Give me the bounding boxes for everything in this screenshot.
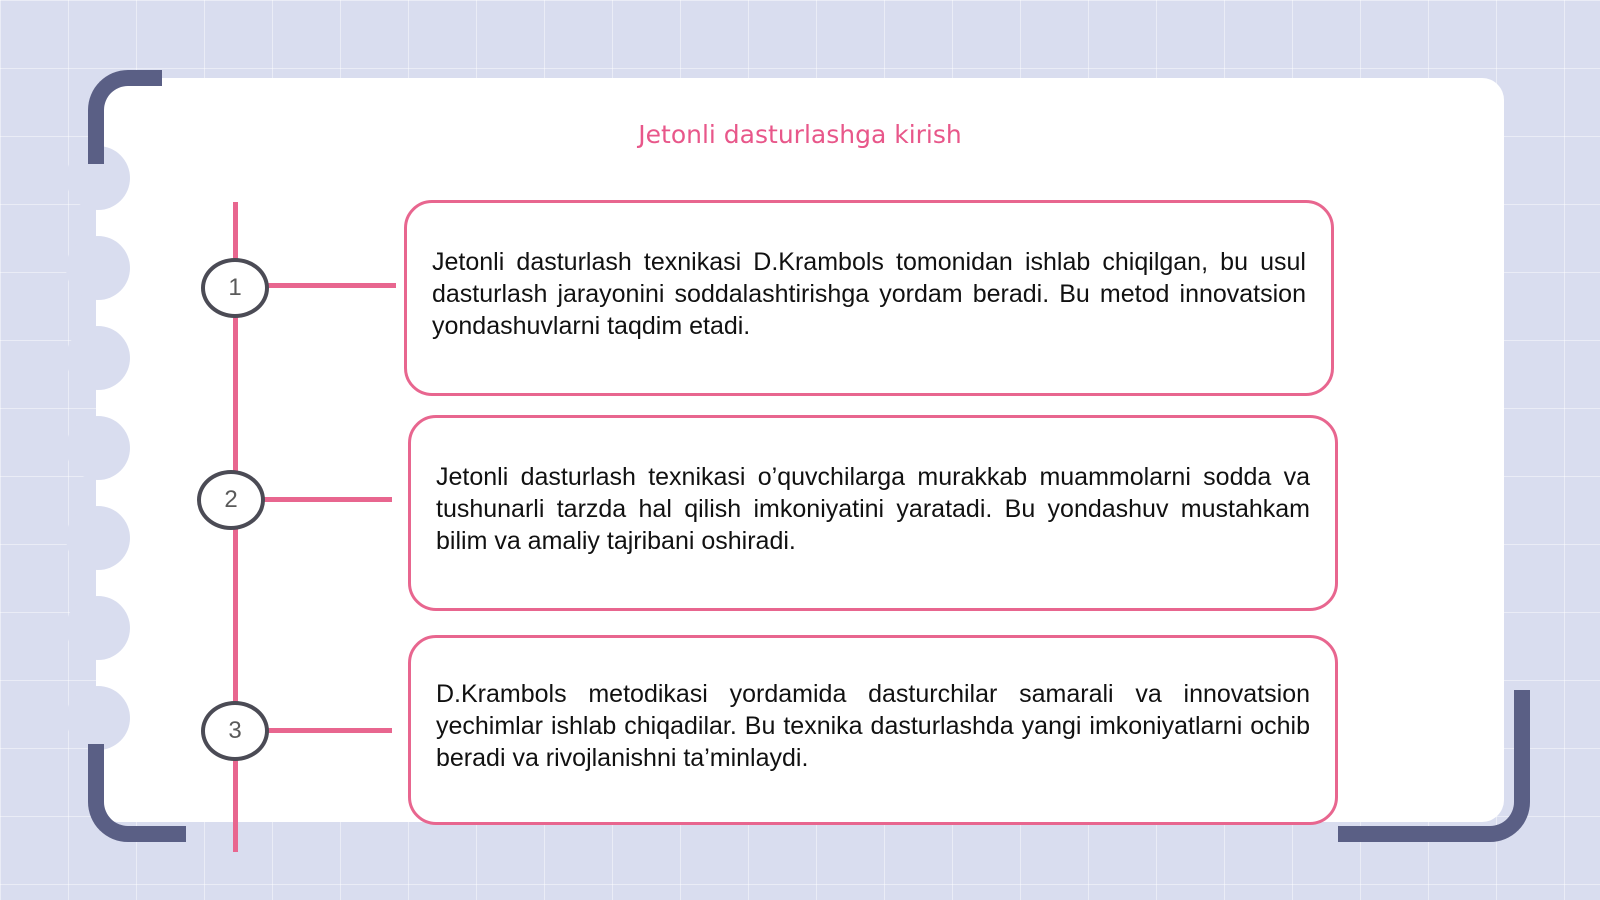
frame-bracket-top-left (88, 70, 162, 164)
card-notch (66, 506, 130, 570)
step-text-box (408, 635, 1338, 825)
step-description: D.Krambols metodikasi yordamida dasturchilar samarali va innovatsion yechimlar ishlab chiqadilar. Bu texnika dasturlashda yangi imkoniyatlarni ochib beradi va rivojlanishni ta’minlaydi. (436, 680, 1310, 772)
step-text-box (404, 200, 1334, 396)
timeline-connector (266, 283, 396, 288)
card-notch (66, 236, 130, 300)
timeline-connector (266, 728, 392, 733)
slide-title: Jetonli dasturlashga kirish (638, 120, 962, 149)
step-description: Jetonli dasturlash texnikasi o’quvchilarga murakkab muammolarni sodda va tushunarli tarzda hal qilish imkoniyatini yaratadi. Bu yondashuv mustahkam bilim va amaliy tajribani oshiradi. (436, 463, 1310, 555)
frame-bracket-bottom-left (88, 744, 186, 842)
step-description: Jetonli dasturlash texnikasi D.Krambols tomonidan ishlab chiqilgan, bu usul dasturlash jarayonini soddalashtirishga yordam beradi. Bu metod innovatsion yondashuvlarni taqdim etadi. (432, 248, 1306, 340)
step-text-box (408, 415, 1338, 611)
step-number-badge: 2 (197, 470, 265, 530)
step-number-badge: 3 (201, 701, 269, 761)
card-notch (66, 686, 130, 750)
step-number-badge: 1 (201, 258, 269, 318)
card-notch (66, 596, 130, 660)
timeline-connector (262, 497, 392, 502)
card-notch (66, 416, 130, 480)
card-notch (66, 326, 130, 390)
frame-bracket-bottom-right (1338, 690, 1530, 842)
